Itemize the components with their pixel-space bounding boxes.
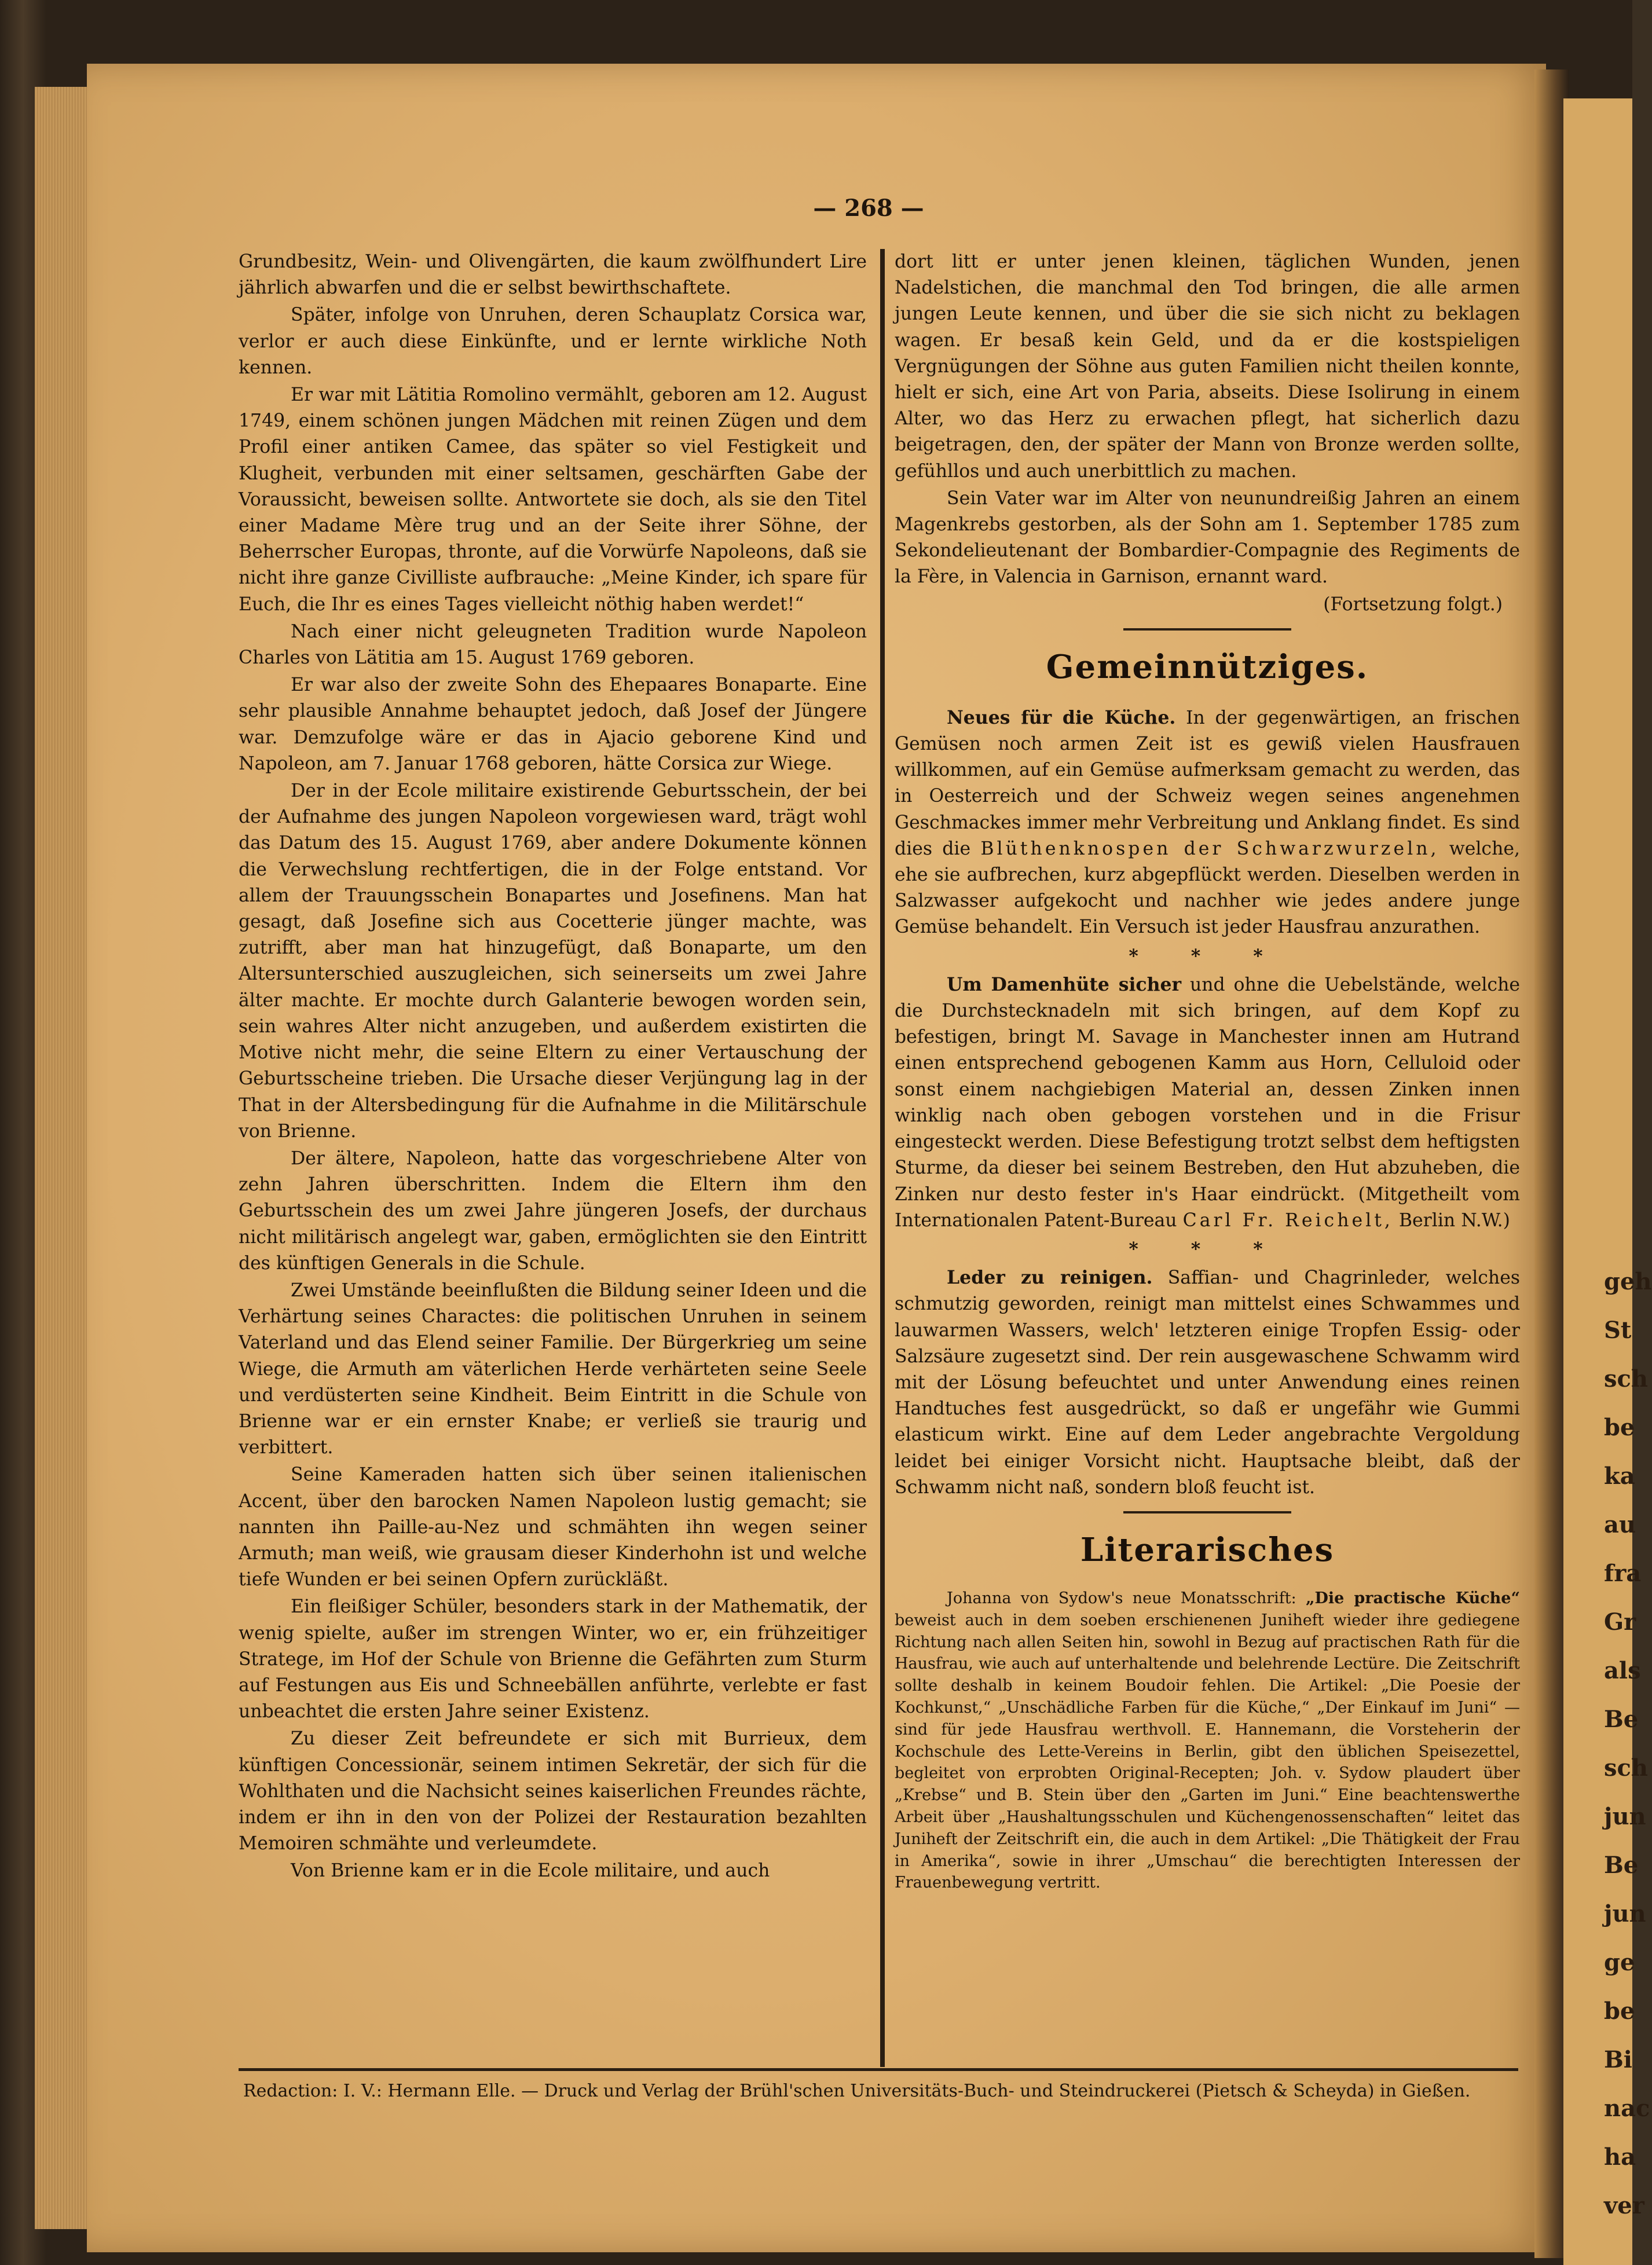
leather-cleaning-item	[895, 1265, 1520, 1501]
next-page-fragment: sch	[1604, 1754, 1648, 1782]
next-page-fragment: ver	[1604, 2192, 1644, 2219]
right-column	[895, 249, 1520, 1895]
section-title-gemeinnuetziges: Gemeinnütziges.	[1046, 647, 1369, 686]
page-number: — 268 —	[813, 195, 924, 222]
footer-rule	[239, 2068, 1518, 2071]
next-page-fragment: als	[1604, 1657, 1641, 1684]
kitchen-news-text-b: welche, ehe sie aufbrechen, kurz abgepflückt werden. Dieselben werden in Salzwasser aufgekocht und nachher wie jedes andere junge Gemüse behandelt. Ein Versuch ist jeder Hausfrau anzurathen.	[895, 838, 1521, 938]
left-column-paragraph: Der ältere, Napoleon, hatte das vorgeschriebene Alter von zehn Jahren überschritten. Indem die Eltern ihm den Geburtsschein des um zwei Jahre jüngeren Josefs, der durchaus nicht militärisch angelegt war, gaben, ermöglichten sie den Eintritt des künftigen Generals in die Schule.	[239, 1148, 867, 1274]
hat-pin-text-b: Berlin N.W.)	[1398, 1210, 1510, 1231]
kitchen-news-text-a: In der gegenwärtigen, an frischen Gemüsen noch armen Zeit ist es gewiß vielen Hausfrauen willkommen, auf ein Gemüse aufmerksam gemacht zu werden, das in Oesterreich und der Schweiz wegen seines angenehmen Geschmackes immer mehr Verbreitung und Anklang findet. Es sind dies die	[895, 707, 1520, 859]
next-page-fragment: jun	[1604, 1900, 1646, 1927]
next-page-fragment: ge	[1604, 1949, 1635, 1976]
hat-pin-item	[895, 972, 1520, 1234]
hat-pin-text-a: und ohne die Uebelstände, welche die Durchstecknadeln mit sich bringen, auf dem Kopf zu befestigen, bringt M. Savage in Manchester innen am Hutrand einen entsprechend gebogenen Kamm aus Horn, Celluloid oder sonst einem nachgiebigen Material an, dessen Zinken innen winklig nach oben gebogen vorstehen und in die Frisur eingesteckt werden. Diese Befestigung trotzt selbst dem heftigsten Sturme, da dieser bei seinem Bestreben, den Hut abzuheben, die Zinken nur desto fester in's Haar eindrückt. (Mitgetheilt vom Internationalen Patent-Bureau	[895, 974, 1520, 1231]
next-page-fragment: be	[1604, 1414, 1635, 1441]
literary-review	[895, 1588, 1520, 1894]
left-column-paragraph: Seine Kameraden hatten sich über seinen italienischen Accent, über den barocken Namen Napoleon lustig gemacht; sie nannten ihn Paille-au-Nez und schmähten ihn wegen seiner Armuth; man weiß, wie grausam dieser Kinderhohn ist und welche tiefe Wunden er bei seinen Opfern zurückläßt.	[239, 1464, 867, 1590]
next-page-edge	[1563, 98, 1652, 2265]
next-page-fragment: Gr	[1604, 1608, 1636, 1636]
next-page-fragment: be	[1604, 1998, 1635, 2025]
literary-review-text-b: beweist auch in dem soeben erschienenen Juniheft wieder ihre gediegene Richtung nach allen Seiten hin, sowohl in Bezug auf practischen Rath für die Hausfrau, wie auch auf unterhaltende und belehrende Lectüre. Die Zeitschrift sollte deshalb in keinem Boudoir fehlen. Die Artikel: „Die Poesie der Kochkunst,“ „Unschädliche Farben für die Küche,“ „Der Einkauf im Juni“ — sind für jede Hausfrau werthvoll. E. Hannemann, die Vorsteherin der Kochschule des Lette-Vereins in Berlin, gibt den üblichen Speisezettel, begleitet von erprobten Original-Recepten; Joh. v. Sydow plaudert über „Krebse“ und B. Stein über den „Garten im Juni.“ Eine beachtenswerthe Arbeit über „Haushaltungsschulen und Küchengenossenschaften“ leitet das Juniheft der Zeitschrift ein, die auch in dem Artikel: „Die Thätigkeit der Frau in Amerika“, sowie in ihrer „Umschau“ die berechtigten Interessen der Frauenbewegung vertritt.	[895, 1611, 1520, 1892]
next-page-fragment: jun	[1604, 1803, 1646, 1830]
left-column-paragraph: Grundbesitz, Wein- und Olivengärten, die kaum zwölfhundert Lire jährlich abwarfen und die er selbst bewirthschaftete.	[239, 251, 867, 299]
kitchen-news-item	[895, 705, 1520, 941]
hat-pin-heading: Um Damenhüte sicher	[947, 973, 1182, 995]
next-page-fragment: ka	[1604, 1463, 1635, 1490]
left-column-paragraph: Von Brienne kam er in die Ecole militaire, und auch	[291, 1860, 770, 1882]
imprint-footer: Redaction: I. V.: Hermann Elle. — Druck und Verlag der Brühl'schen Universitäts-Buch- und Steindruckerei (Pietsch & Scheyda) in Gießen.	[243, 2081, 1471, 2101]
next-page-fragment: Be	[1604, 1852, 1639, 1879]
next-page-fragment: St	[1604, 1317, 1632, 1344]
left-column-paragraph: Zwei Umstände beeinflußten die Bildung seiner Ideen und die Verhärtung seines Charactes: die politischen Unruhen in seinem Vaterland und das Elend seiner Familie. Der Bürgerkrieg um seine Wiege, die Armuth am väterlichen Herde verhärteten seine Seele und verdüsterten seine Kindheit. Beim Eintritt in die Schule von Brienne war er ein ernster Knabe; er verließ sie traurig und verbittert.	[239, 1280, 867, 1458]
left-column-paragraph: Zu dieser Zeit befreundete er sich mit Burrieux, dem künftigen Concessionär, seinem intimen Sekretär, der sich für die Wohlthaten und die Nachsicht seines kaiserlichen Freundes rächte, indem er ihn in den von der Polizei der Restauration bezahlten Memoiren schmähte und verleumdete.	[239, 1728, 867, 1854]
next-page-fragment: nac	[1604, 2095, 1650, 2122]
asterism-separator: * * *	[1129, 945, 1286, 967]
continuation-paragraph: Sein Vater war im Alter von neunundreißig Jahren an einem Magenkrebs gestorben, als der Sohn am 1. September 1785 zum Sekondelieutenant der Bombardier-Compagnie des Regiments de la Fère, in Valencia in Garnison, ernannt ward.	[895, 488, 1520, 588]
literary-review-title: „Die practische Küche“	[1305, 1589, 1521, 1607]
next-page-fragment: Bi	[1604, 2046, 1633, 2073]
next-page-fragment: Be	[1604, 1706, 1639, 1733]
next-page-fragment: sch	[1604, 1365, 1648, 1392]
leather-cleaning-heading: Leder zu reinigen.	[947, 1267, 1153, 1289]
left-column-paragraph: Er war mit Lätitia Romolino vermählt, geboren am 12. August 1749, einem schönen jungen Mädchen mit reinen Zügen und dem Profil einer antiken Camee, das später so viel Festigkeit und Klugheit, verbunden mit einer seltsamen, geschärften Gabe der Voraussicht, beweisen sollte. Antwortete sie doch, als sie den Titel einer Madame Mère trug und an der Seite ihrer Söhne, der Beherrscher Europas, thronte, auf die Vorwürfe Napoleons, daß sie nicht ihre ganze Civilliste aufbrauche: „Meine Kinder, ich spare für Euch, die Ihr es eines Tages vielleicht nöthig haben werdet!“	[239, 384, 867, 615]
next-page-fragment: ha	[1604, 2143, 1636, 2171]
leather-cleaning-text: Saffian- und Chagrinleder, welches schmutzig geworden, reinigt man mittelst eines Schwammes und lauwarmen Wassers, welch' letzteren einige Tropfen Essig- oder Salzsäure zugesetzt sind. Der rein ausgewaschene Schwamm wird mit der Lösung befeuchtet und unter Anwendung eines reinen Handtuches fest ausgedrückt, so daß er ungefähr wie Gummi elasticum wirkt. Eine auf dem Leder angebrachte Vergoldung leidet bei einiger Vorsicht nicht. Hauptsache bleibt, daß der Schwamm nicht naß, sondern bloß feucht ist.	[895, 1267, 1521, 1498]
literary-review-text-a: Johanna von Sydow's neue Monatsschrift:	[947, 1589, 1296, 1607]
section-title-literarisches: Literarisches	[1080, 1530, 1335, 1569]
left-column-paragraph: Nach einer nicht geleugneten Tradition wurde Napoleon Charles von Lätitia am 15. August 1769 geboren.	[239, 621, 867, 669]
continued-note: (Fortsetzung folgt.)	[1323, 593, 1503, 615]
next-page-fragment: geh	[1604, 1268, 1652, 1295]
next-page-fragment: au	[1604, 1511, 1636, 1538]
kitchen-news-spaced: Blüthenknospen der Schwarzwurzeln,	[980, 838, 1439, 859]
left-column-paragraph: Er war also der zweite Sohn des Ehepaares Bonaparte. Eine sehr plausible Annahme behauptet jedoch, daß Josef der Jüngere war. Demzufolge wäre er das in Ajacio geborene Kind und Napoleon, am 7. Januar 1768 geboren, hätte Corsica zur Wiege.	[239, 675, 867, 774]
article-continuation	[895, 249, 1520, 591]
column-divider	[880, 249, 885, 2067]
next-page-fragment: fra	[1604, 1560, 1642, 1587]
left-column-paragraph: Später, infolge von Unruhen, deren Schauplatz Corsica war, verlor er auch diese Einkünfte, und er lernte wirkliche Noth kennen.	[239, 305, 867, 378]
section-divider	[1123, 1511, 1291, 1513]
left-column	[239, 249, 867, 1886]
hat-pin-spaced: Carl Fr. Reichelt,	[1182, 1210, 1393, 1231]
asterism-separator: * * *	[1129, 1238, 1286, 1260]
kitchen-news-heading: Neues für die Küche.	[947, 706, 1176, 728]
section-divider	[1123, 628, 1291, 631]
left-column-paragraph: Der in der Ecole militaire existirende Geburtsschein, der bei der Aufnahme des jungen Napoleon vorgewiesen ward, trägt wohl das Datum des 15. August 1769, aber andere Dokumente können die Verwechslung rechtfertigen, die in der Folge entstand. Vor allem der Trauungsschein Bonapartes und Josefinens. Man hat gesagt, daß Josefine sich aus Cocetterie jünger machte, was zutrifft, aber man hat hinzugefügt, daß Bonaparte, um den Altersunterschied auszugleichen, sich seinerseits um zwei Jahre älter machte. Er mochte durch Galanterie bewogen worden sein, sein wahres Alter nicht anzugeben, und außerdem existirten die Motive nicht mehr, die seine Eltern zu einer Vertauschung der Geburtsscheine trieben. Die Ursache dieser Verjüngung lag in der That in der Altersbedingung für die Aufnahme in die Militärschule von Brienne.	[239, 780, 867, 1142]
left-column-paragraph: Ein fleißiger Schüler, besonders stark in der Mathematik, der wenig spielte, außer im strengen Winter, wo er, ein frühzeitiger Stratege, im Hof der Schule von Brienne die Gefährten zum Sturm auf Festungen aus Eis und Schneebällen anführte, verlebte er fast unbeachtet die ersten Jahre seiner Existenz.	[239, 1596, 867, 1722]
continuation-paragraph: dort litt er unter jenen kleinen, täglichen Wunden, jenen Nadelstichen, die manchmal den Tod bringen, die alle armen jungen Leute kennen, und über die sie sich nicht zu beklagen wagen. Er besaß kein Geld, und da er die kostspieligen Vergnügungen der Söhne aus guten Familien nicht theilen konnte, hielt er sich, eine Art von Paria, abseits. Diese Isolirung in einem Alter, wo das Herz zu erwachen pflegt, hat sicherlich dazu beigetragen, den, der später der Mann von Bronze werden sollte, gefühllos und auch unerbittlich zu machen.	[895, 251, 1520, 482]
